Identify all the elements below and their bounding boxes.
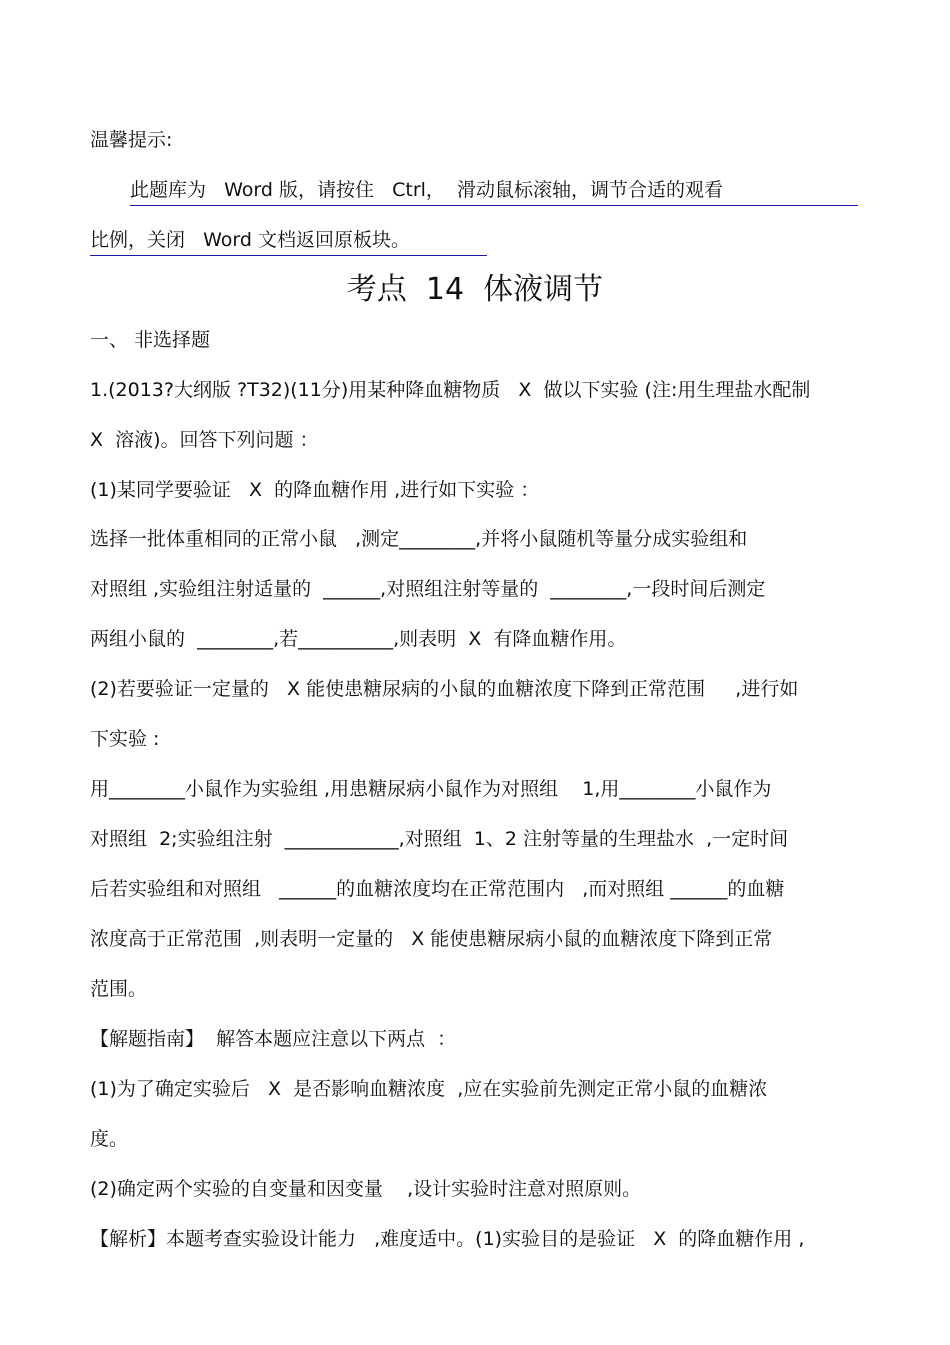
question-line: 对照组 2;实验组注射 ____________,对照组 1、2 注射等量的生理盐水 ,一定时间 (90, 828, 789, 850)
question-line: 选择一批体重相同的正常小鼠 ,测定________,并将小鼠随机等量分成实验组和 (90, 528, 748, 550)
question-line: 两组小鼠的 ________,若__________,则表明 X 有降血糖作用。 (90, 628, 627, 650)
guide-line: 度。 (90, 1128, 129, 1150)
question-line: 浓度高于正常范围 ,则表明一定量的 X 能使患糖尿病小鼠的血糖浓度下降到正常 (90, 928, 773, 950)
question-line: (1)某同学要验证 X 的降血糖作用 ,进行如下实验 ： (90, 479, 540, 501)
page-title: 考点 14 体液调节 (346, 272, 604, 307)
question-line: 后若实验组和对照组 ______的血糖浓度均在正常范围内 ,而对照组 ______的血糖 (90, 878, 785, 900)
guide-line: (1)为了确定实验后 X 是否影响血糖浓度 ,应在实验前先测定正常小鼠的血糖浓 (90, 1078, 768, 1100)
question-line: 对照组 ,实验组注射适量的 ______,对照组注射等量的 ________,一段时间后测定 (90, 578, 766, 600)
guide-heading-line: 【解题指南】 解答本题应注意以下两点 ： (90, 1028, 457, 1050)
question-line: 1.(2013?大纲版 ?T32)(11分)用某种降血糖物质 X 做以下实验 (注:用生理盐水配制 (90, 379, 811, 401)
question-line: 范围。 (90, 978, 148, 1000)
notice-link-line-1[interactable]: 此题库为 Word 版，请按住 Ctrl， 滑动鼠标滚轴，调节合适的观看 (130, 177, 858, 206)
section-heading: 一、 非选择题 (90, 329, 211, 351)
question-line: 用________小鼠作为实验组 ,用患糖尿病小鼠作为对照组 1,用________小鼠作为 (90, 778, 772, 800)
notice-link-line-2[interactable]: 比例，关闭 Word 文档返回原板块。 (90, 227, 487, 256)
question-line: X 溶液)。回答下列问题 ： (90, 429, 319, 451)
notice-heading: 温馨提示: (90, 129, 173, 151)
guide-line: (2)确定两个实验的自变量和因变量 ,设计实验时注意对照原则。 (90, 1178, 642, 1200)
question-line: 下实验 : (90, 728, 160, 750)
analysis-line: 【解析】本题考查实验设计能力 ,难度适中。(1)实验目的是验证 X 的降血糖作用 , (90, 1228, 805, 1250)
question-line: (2)若要验证一定量的 X 能使患糖尿病的小鼠的血糖浓度下降到正常范围 ,进行如 (90, 678, 799, 700)
